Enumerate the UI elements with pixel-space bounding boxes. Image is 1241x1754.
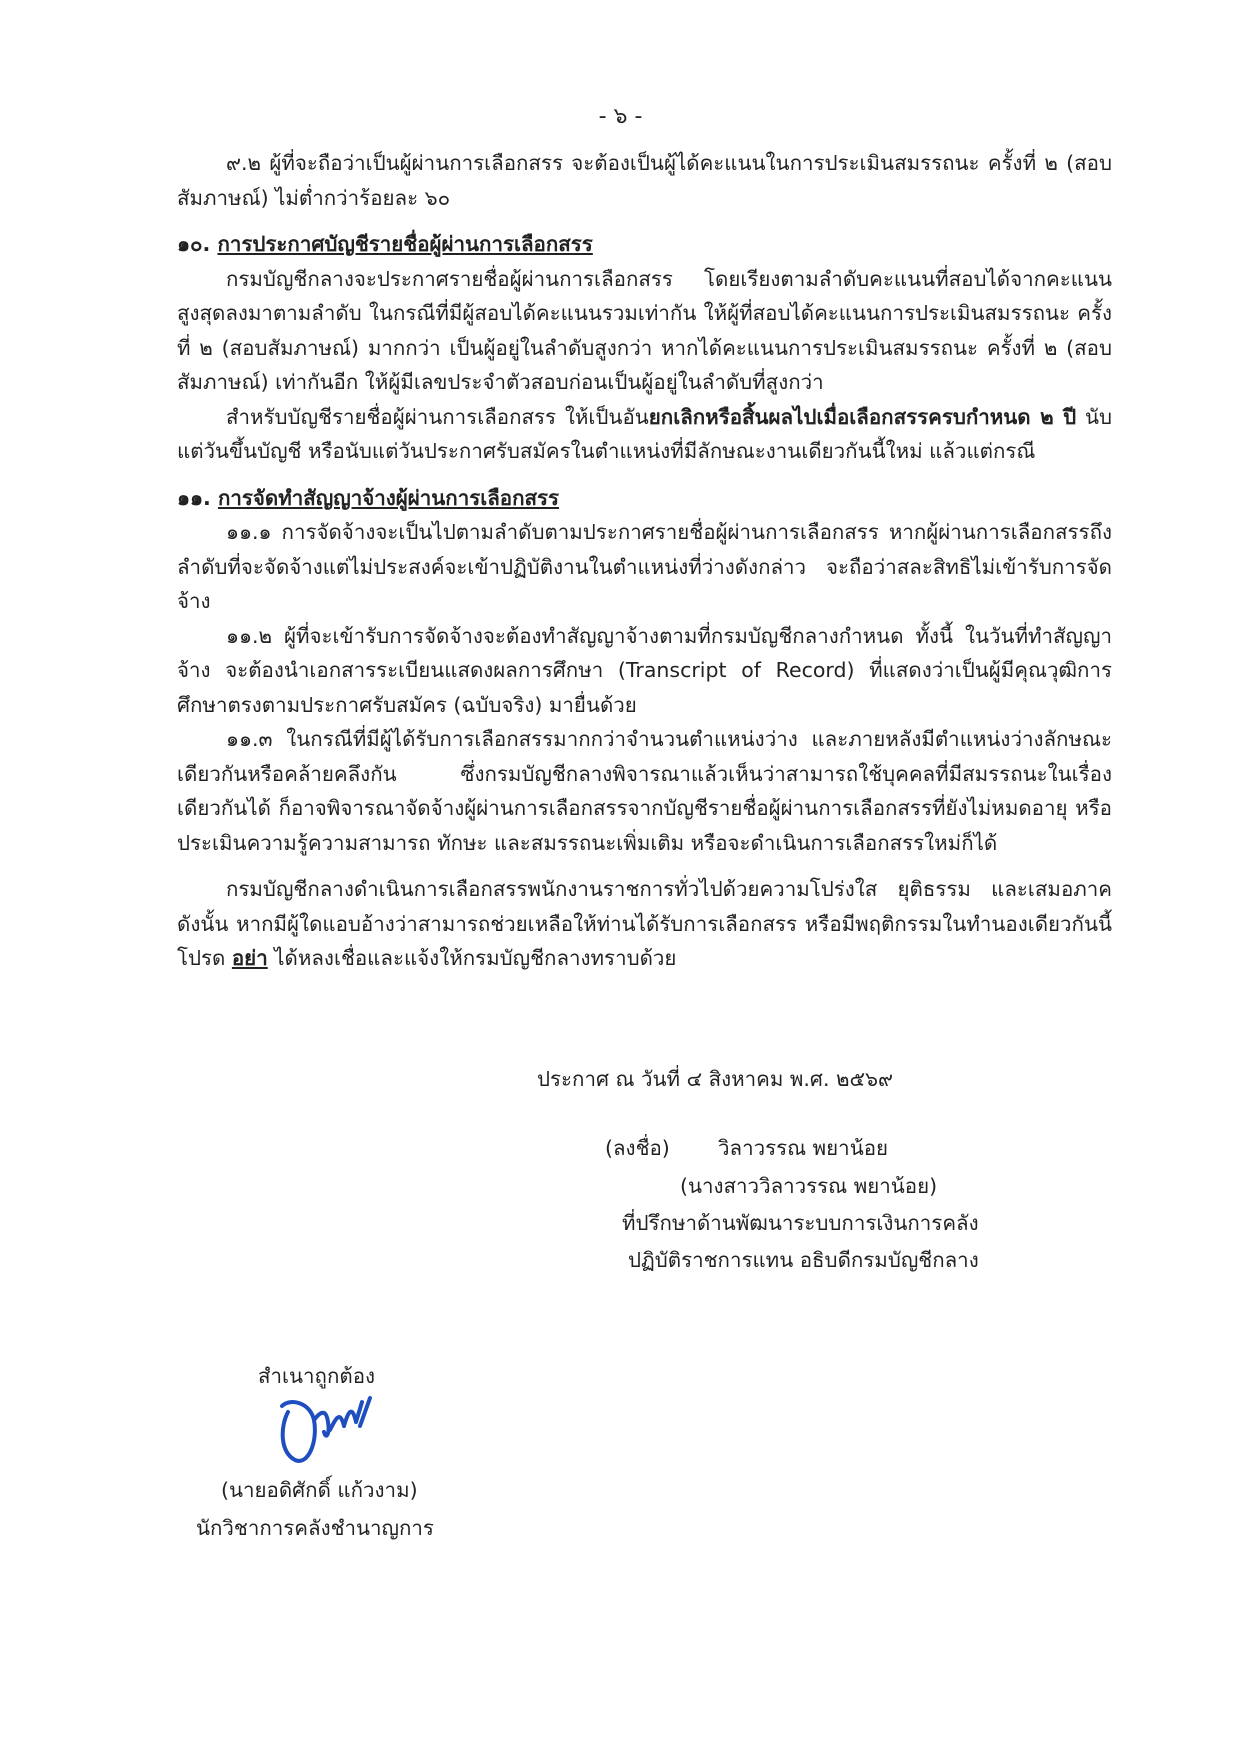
section-10-title: การประกาศบัญชีรายชื่อผู้ผ่านการเลือกสรร bbox=[217, 232, 593, 256]
section-11-heading bbox=[177, 481, 1112, 516]
section-10-number: ๑๐. bbox=[177, 232, 211, 256]
announcement-date: ประกาศ ณ วันที่ ๔ สิงหาคม พ.ศ. ๒๕๖๙ bbox=[537, 1067, 894, 1091]
closing-lead: กรมบัญชีกลางดำเนินการเลือกสรรพนักงานราชการทั่วไปด้วยความโปร่งใส ยุติธรรม และเสมอภาค ดังนั้น หากมีผู้ใดแอบอ้างว่าสามารถช่วยเหลือให้ท่านได้รับการเลือกสรร หรือมีพฤติกรรมในทำนองเดียวกันนี้ โปรด bbox=[177, 877, 1112, 970]
closing-tail: ได้หลงเชื่อและแจ้งให้กรมบัญชีกลางทราบด้วย bbox=[267, 946, 677, 970]
certified-copy-position: นักวิชาการคลังชำนาญการ bbox=[196, 1516, 434, 1540]
section-11-3-paragraph: ๑๑.๓ ในกรณีที่มีผู้ได้รับการเลือกสรรมากกว่าจำนวนตำแหน่งว่าง และภายหลังมีตำแหน่งว่างลักษณะเดียวกันหรือคล้ายคลึงกัน ซึ่งกรมบัญชีกลางพิจารณาแล้วเห็นว่าสามารถใช้บุคคลที่มีสมรรถนะในเรื่องเดียวกันได้ ก็อาจพิจารณาจัดจ้างผู้ผ่านการเลือกสรรจากบัญชีรายชื่อผู้ผ่านการเลือกสรรที่ยังไม่หมดอายุ หรือประเมินความรู้ความสามารถ ทักษะ และสมรรถนะเพิ่มเติม หรือจะดำเนินการเลือกสรรใหม่ก็ได้ bbox=[177, 727, 1112, 855]
section-10-paragraph-1: กรมบัญชีกลางจะประกาศรายชื่อผู้ผ่านการเลือกสรร โดยเรียงตามลำดับคะแนนที่สอบได้จากคะแนนสูงสุดลงมาตามลำดับ ในกรณีที่มีผู้สอบได้คะแนนรวมเท่ากัน ให้ผู้ที่สอบได้คะแนนการประเมินสมรรถนะ ครั้งที่ ๒ (สอบสัมภาษณ์) มากกว่า เป็นผู้อยู่ในลำดับสูงกว่า หากได้คะแนนการประเมินสมรรถนะ ครั้งที่ ๒ (สอบสัมภาษณ์) เท่ากันอีก ให้ผู้มีเลขประจำตัวสอบก่อนเป็นผู้อยู่ในลำดับที่สูงกว่า bbox=[177, 266, 1112, 394]
certified-copy-name: (นายอดิศักดิ์ แก้วงาม) bbox=[221, 1478, 418, 1502]
section-11-2-paragraph: ๑๑.๒ ผู้ที่จะเข้ารับการจัดจ้างจะต้องทำสัญญาจ้างตามที่กรมบัญชีกลางกำหนด ทั้งนี้ ในวันที่ทำสัญญาจ้าง จะต้องนำเอกสารระเบียนแสดงผลการศึกษา (Transcript of Record) ที่แสดงว่าเป็นผู้มีคุณวุฒิการศึกษาตรงตามประกาศรับสมัคร (ฉบับจริง) มายื่นด้วย bbox=[177, 623, 1112, 717]
signatory-full-name: (นางสาววิลาวรรณ พยาน้อย) bbox=[680, 1174, 938, 1198]
section-11-1-paragraph: ๑๑.๑ การจัดจ้างจะเป็นไปตามลำดับตามประกาศรายชื่อผู้ผ่านการเลือกสรร หากผู้ผ่านการเลือกสรรถึงลำดับที่จะจัดจ้างแต่ไม่ประสงค์จะเข้าปฏิบัติงานในตำแหน่งที่ว่างดังกล่าว จะถือว่าสละสิทธิไม่เข้ารับการจัดจ้าง bbox=[177, 520, 1112, 613]
section-9-2-paragraph: ๙.๒ ผู้ที่จะถือว่าเป็นผู้ผ่านการเลือกสรร จะต้องเป็นผู้ได้คะแนนในการประเมินสมรรถนะ ครั้งที่ ๒ (สอบสัมภาษณ์) ไม่ต่ำกว่าร้อยละ ๖๐ bbox=[177, 151, 1112, 210]
section-10-heading bbox=[177, 227, 1112, 262]
closing-warning: อย่า bbox=[231, 946, 268, 970]
signatory-acting: ปฏิบัติราชการแทน อธิบดีกรมบัญชีกลาง bbox=[628, 1248, 979, 1272]
section-10-p2-tail: นับแต่วันขึ้นบัญชี หรือนับแต่วันประกาศรับสมัครในตำแหน่งที่มีลักษณะงานเดียวกันนี้ใหม่ แล้วแต่กรณี bbox=[177, 404, 1113, 463]
page-number: - ๖ - bbox=[598, 104, 643, 129]
signatory-position: ที่ปรึกษาด้านพัฒนาระบบการเงินการคลัง bbox=[622, 1211, 979, 1235]
section-10-paragraph-2 bbox=[177, 400, 1112, 469]
section-11-number: ๑๑. bbox=[177, 485, 211, 510]
sign-prefix: (ลงชื่อ) bbox=[605, 1136, 670, 1160]
certified-copy-label: สำเนาถูกต้อง bbox=[258, 1364, 376, 1388]
document-body bbox=[177, 146, 1112, 976]
section-11-title: การจัดทำสัญญาจ้างผู้ผ่านการเลือกสรร bbox=[217, 485, 560, 510]
section-10-p2-lead: สำหรับบัญชีรายชื่อผู้ผ่านการเลือกสรร ให้เป็นอัน bbox=[226, 404, 649, 429]
section-10-p2-emphasis: ยกเลิกหรือสิ้นผลไปเมื่อเลือกสรรครบกำหนด ๒ ปี bbox=[648, 404, 1077, 429]
sign-name: วิลาวรรณ พยาน้อย bbox=[718, 1136, 889, 1160]
handwritten-signature bbox=[270, 1382, 380, 1472]
closing-paragraph bbox=[177, 872, 1112, 976]
